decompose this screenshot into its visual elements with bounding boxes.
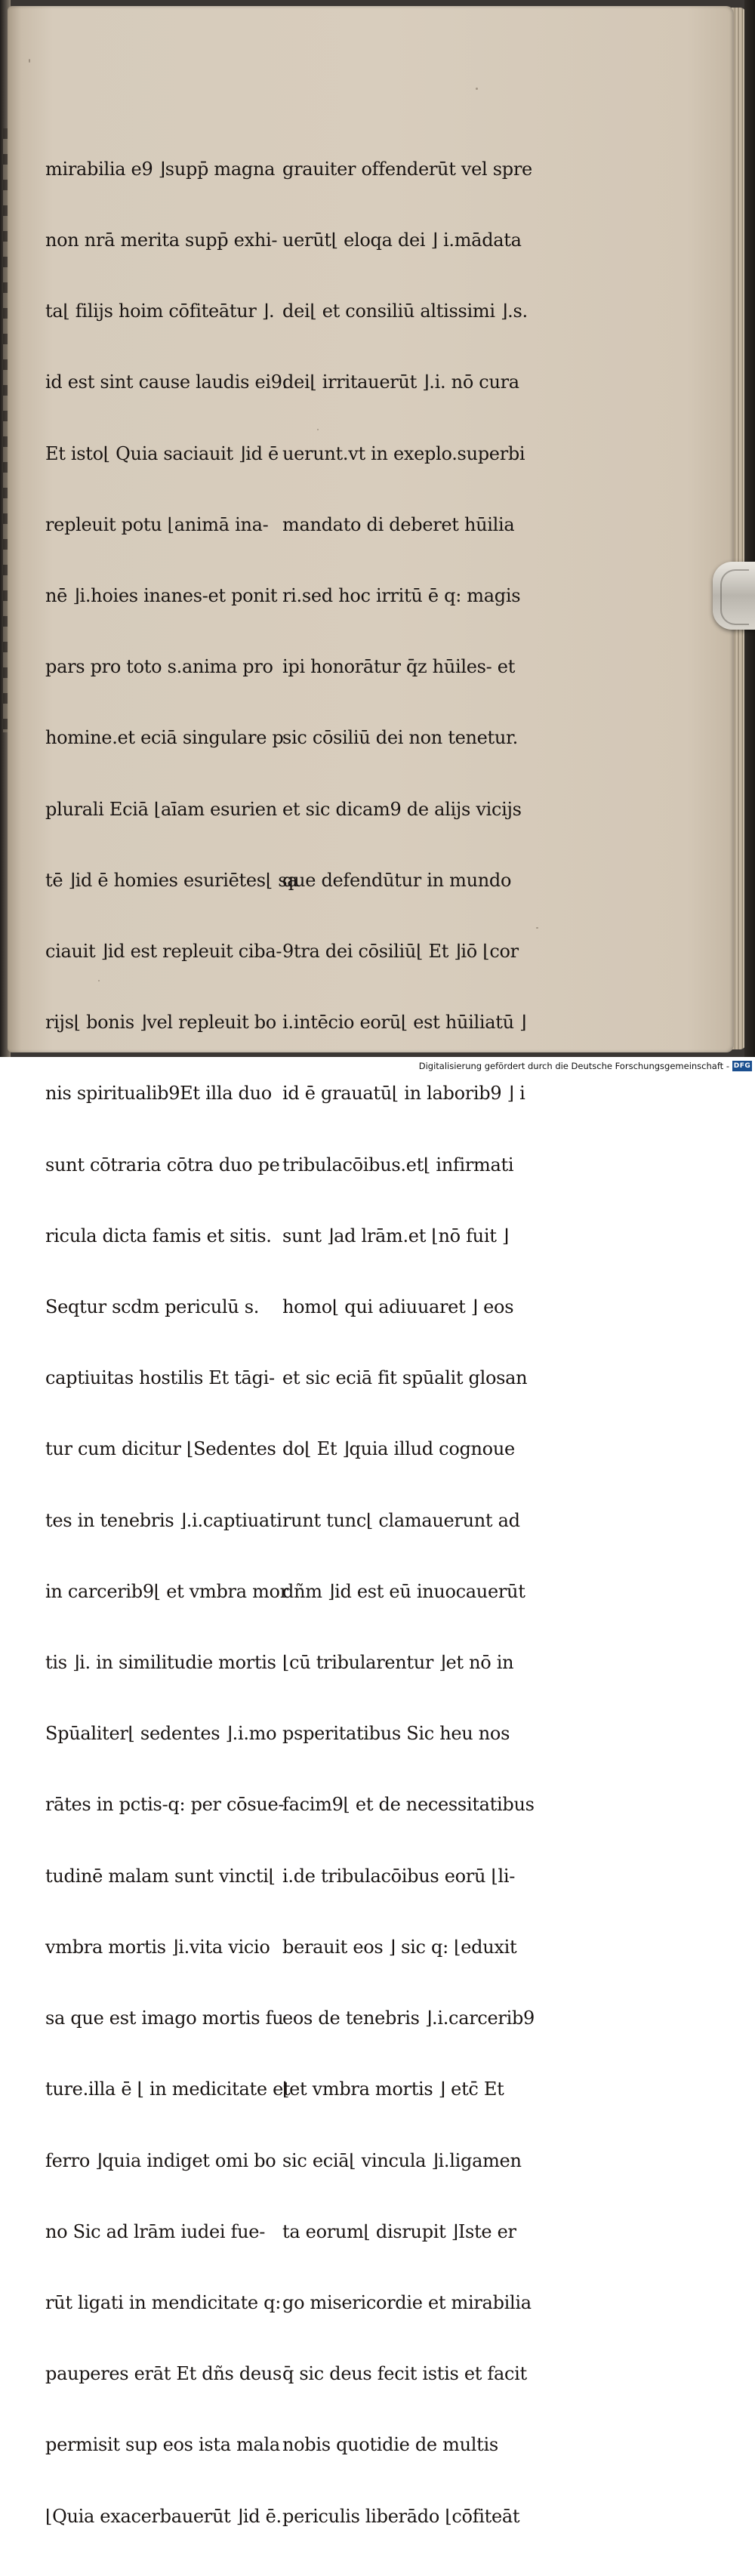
text-line: nobis quotidie de multis — [282, 2434, 498, 2456]
text-line: non nrā merita supp̄ exhi- — [45, 230, 278, 251]
text-line: tur cum dicitur ⌊Sedentes — [45, 1438, 276, 1460]
text-line: repleuit potu ⌊animā ina- — [45, 513, 269, 535]
text-line: ta eorum⌊ disrupit ⌋Iste er — [282, 2220, 516, 2242]
paper-speck — [536, 927, 538, 929]
text-line: in carcerib9⌊ et vmbra mor — [45, 1580, 288, 1602]
text-line: ri.sed hoc irritū ē q: magis — [282, 585, 521, 607]
text-line: sunt cōtraria cōtra duo pe — [45, 1154, 280, 1176]
text-line: go misericordie et mirabilia — [282, 2291, 532, 2313]
text-line: ⌊Quia exacerbauerūt ⌋id ē. — [45, 2505, 282, 2527]
text-line: sa que est imago mortis fu — [45, 2007, 284, 2029]
text-line: Spūaliter⌊ sedentes ⌋.i.mo — [45, 1723, 277, 1745]
page-clip-tab — [713, 562, 755, 630]
text-line: pauperes erāt Et dñs deus — [45, 2363, 282, 2385]
text-line: tudinē malam sunt vincti⌊ — [45, 1865, 276, 1887]
text-line: id est sint cause laudis ei9. — [45, 371, 288, 393]
text-line: mandato di deberet hūilia — [282, 513, 515, 535]
text-line: i.intēcio eorū⌊ est hūiliatū ⌋ — [282, 1012, 527, 1034]
text-line: q̄ sic deus fecit istis et facit — [282, 2363, 527, 2385]
text-line: dei⌊ et consiliū altissimi ⌋.s. — [282, 300, 528, 322]
text-line: rātes in pctis-q: per cōsue- — [45, 1794, 285, 1816]
text-column-left — [45, 110, 297, 2576]
page-edge-shadow — [744, 0, 755, 1057]
text-line: periculis liberādo ⌊cōfiteāt — [282, 2505, 520, 2527]
text-line: que defendūtur in mundo — [282, 869, 512, 891]
text-line: pars pro toto s.anima pro — [45, 656, 273, 678]
funding-credit: Digitalisierung gefördert durch die Deutsche Forschungsgemeinschaft - — [418, 1061, 729, 1071]
text-line: tē ⌋id ē homies esuriētes⌊ sa — [45, 869, 298, 891]
text-line: sunt ⌋ad lrām.et ⌊nō fuit ⌋ — [282, 1225, 509, 1246]
text-column-right — [282, 110, 535, 2576]
text-line: sic eciā⌊ vincula ⌋i.ligamen — [282, 2149, 522, 2171]
text-line: ricula dicta famis et sitis. — [45, 1225, 272, 1246]
text-line: permisit sup eos ista mala — [45, 2434, 280, 2456]
dfg-logo-icon: DFG — [733, 1062, 751, 1070]
text-line: tribulacōibus.et⌊ infirmati — [282, 1154, 514, 1176]
text-line: id ē grauatū⌊ in laborib9 ⌋ i — [282, 1083, 525, 1105]
footer-bar — [0, 1057, 755, 1075]
text-line: uerunt.vt in exeplo.superbi — [282, 442, 525, 464]
page-clip-inner — [720, 569, 749, 625]
text-line: facim9⌊ et de necessitatibus — [282, 1794, 535, 1816]
text-line: ture.illa ē ⌊ in medicitate et — [45, 2078, 291, 2100]
text-line: tis ⌋i. in similitudie mortis — [45, 1652, 276, 1674]
text-line: tes in tenebris ⌋.i.captiuati — [45, 1509, 282, 1531]
text-line: grauiter offenderūt vel spre — [282, 158, 532, 180]
text-line: Seqtur scdm periculū s. — [45, 1296, 260, 1318]
text-line: 9tra dei cōsiliū⌊ Et ⌋iō ⌊cor — [282, 941, 519, 963]
text-line: rijs⌊ bonis ⌋vel repleuit bo — [45, 1012, 276, 1034]
text-line: rūt ligati in mendicitate q: — [45, 2291, 281, 2313]
text-line: homo⌊ qui adiuuaret ⌋ eos — [282, 1296, 514, 1318]
text-line: nē ⌋i.hoies inanes-et ponit — [45, 585, 278, 607]
text-line: ferro ⌋quia indiget omi bo — [45, 2149, 276, 2171]
text-line: runt tunc⌊ clamauerunt ad — [282, 1509, 520, 1531]
text-line: ⌊et vmbra mortis ⌋ etc̄ Et — [282, 2078, 504, 2100]
text-line: ciauit ⌋id est repleuit ciba- — [45, 941, 282, 963]
text-line: ⌊cū tribularentur ⌋et nō in — [282, 1652, 514, 1674]
text-line: et sic dicam9 de alijs vicijs — [282, 798, 522, 820]
text-line: et sic eciā fit spūalit glosan — [282, 1367, 528, 1389]
text-line: dñm ⌋id est eū inuocauerūt — [282, 1580, 525, 1602]
text-line: captiuitas hostilis Et tāgi- — [45, 1367, 275, 1389]
text-line: sic cōsiliū dei non tenetur. — [282, 727, 518, 749]
text-line: plurali Eciā ⌊aīam esurien — [45, 798, 277, 820]
text-line: berauit eos ⌋ sic q: ⌊eduxit — [282, 1936, 517, 1958]
text-line: eos de tenebris ⌋.i.carcerib9 — [282, 2007, 535, 2029]
paper-speck — [29, 59, 30, 63]
text-line: ipi honorātur q̄z hūiles- et — [282, 656, 516, 678]
text-line: nis spiritualib9Et illa duo — [45, 1083, 272, 1105]
text-line: Et isto⌊ Quia saciauit ⌋id ē — [45, 442, 279, 464]
paper-speck — [476, 88, 478, 90]
text-line: psperitatibus Sic heu nos — [282, 1723, 510, 1745]
text-line: do⌊ Et ⌋quia illud cognoue — [282, 1438, 515, 1460]
text-line: ta⌊ filijs hoim cōfiteātur ⌋. — [45, 300, 275, 322]
text-line: uerūt⌊ eloqa dei ⌋ i.mādata — [282, 230, 522, 251]
text-line: vmbra mortis ⌋i.vita vicio — [45, 1936, 270, 1958]
text-line: no Sic ad lrām iudei fue- — [45, 2220, 266, 2242]
text-line: mirabilia e9 ⌋supp̄ magna — [45, 158, 276, 180]
text-line: homine.et eciā singulare p — [45, 727, 284, 749]
text-line: i.de tribulacōibus eorū ⌊li- — [282, 1865, 516, 1887]
text-line: dei⌊ irritauerūt ⌋.i. nō cura — [282, 371, 519, 393]
